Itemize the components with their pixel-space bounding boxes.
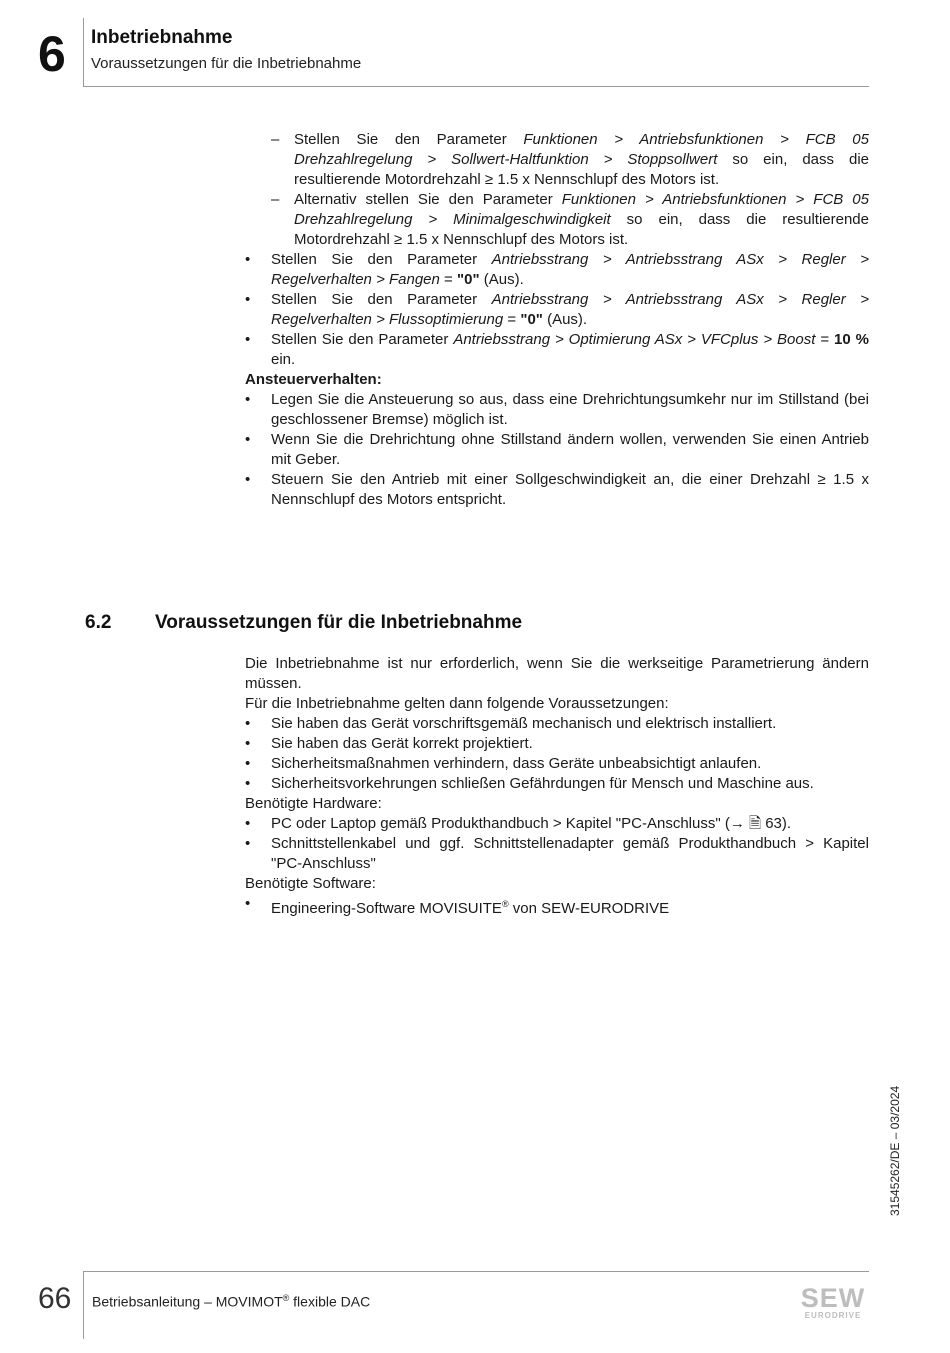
parameter-path: Funktionen > Antriebsfunktionen > FCB 05 Drehzahlregelung > Minimalgeschwindigkeit bbox=[294, 191, 869, 228]
parameter-instructions bbox=[245, 130, 869, 510]
footer-divider-vertical bbox=[83, 1271, 84, 1339]
bullet-marker: • bbox=[245, 735, 251, 752]
list-item: • Wenn Sie die Drehrichtung ohne Stillstand ändern wollen, verwenden Sie einen Antrieb mit Geber. bbox=[245, 431, 869, 468]
section-body bbox=[245, 654, 869, 919]
bullet-marker: • bbox=[245, 431, 251, 448]
bullet-marker: • bbox=[245, 391, 251, 408]
parameter-path: Antriebsstrang > Antriebsstrang ASx > Regler > Regelverhalten > Flussoptimierung bbox=[271, 291, 869, 328]
section-number: 6.2 bbox=[85, 612, 112, 633]
parameter-value: "0" bbox=[520, 311, 543, 328]
chapter-title: Inbetriebnahme bbox=[91, 27, 233, 48]
list-item: • Sie haben das Gerät korrekt projektiert. bbox=[245, 735, 533, 752]
hardware-label: Benötigte Hardware: bbox=[245, 795, 382, 812]
bullet-marker: • bbox=[245, 291, 251, 308]
bullet-marker: • bbox=[245, 835, 251, 852]
registered-mark: ® bbox=[501, 899, 509, 909]
list-item: • Legen Sie die Ansteuerung so aus, dass eine Drehrichtungsumkehr nur im Stillstand (bei geschlossener Bremse) möglich ist. bbox=[245, 391, 869, 428]
page-number: 66 bbox=[38, 1282, 72, 1315]
registered-mark: ® bbox=[282, 1293, 290, 1303]
bullet-marker: • bbox=[245, 755, 251, 772]
header-divider-horizontal bbox=[83, 86, 869, 87]
document-code: 31545262/DE – 03/2024 bbox=[888, 1085, 902, 1216]
intro-paragraph: Die Inbetriebnahme ist nur erforderlich, wenn Sie die werkseitige Parametrierung ändern müssen. bbox=[245, 655, 869, 692]
bullet-marker: • bbox=[245, 471, 251, 488]
footer-document-title: Betriebsanleitung – MOVIMOT® flexible DAC bbox=[92, 1293, 371, 1310]
list-item: • Schnittstellenkabel und ggf. Schnittstellenadapter gemäß Produkthandbuch > Kapitel "PC-Anschluss" bbox=[245, 835, 869, 872]
bullet-marker: • bbox=[245, 895, 251, 912]
list-item: • Steuern Sie den Antrieb mit einer Sollgeschwindigkeit an, die einer Drehzahl ≥ 1.5 x Nennschlupf des Motors entspricht. bbox=[245, 471, 869, 508]
bullet-marker: • bbox=[245, 251, 251, 268]
list-item: • PC oder Laptop gemäß Produkthandbuch > Kapitel "PC-Anschluss" (→ 🗎 63). bbox=[245, 815, 792, 832]
list-item: • Stellen Sie den Parameter Antriebsstrang > Antriebsstrang ASx > Regler > Regelverhalten > Flussoptimierung = "0" (Aus). bbox=[245, 291, 869, 328]
list-item: • Stellen Sie den Parameter Antriebsstrang > Antriebsstrang ASx > Regler > Regelverhalten > Fangen = "0" (Aus). bbox=[245, 251, 869, 288]
parameter-path: Funktionen > Antriebsfunktionen > FCB 05 Drehzahlregelung > Sollwert-Haltfunktion > Stoppsollwert bbox=[294, 131, 869, 168]
list-item: • Sicherheitsmaßnahmen verhindern, dass Geräte unbeabsichtigt anlaufen. bbox=[245, 755, 762, 772]
list-item: – Alternativ stellen Sie den Parameter Funktionen > Antriebsfunktionen > FCB 05 Drehzahlregelung > Minimalgeschwindigkeit so ein, dass die resultierende Motordrehzahl ≥ 1.5 x Nennschlupf des Motors ist. bbox=[271, 191, 869, 248]
footer-divider-horizontal bbox=[83, 1271, 869, 1272]
list-item: – Stellen Sie den Parameter Funktionen > Antriebsfunktionen > FCB 05 Drehzahlregelung > Sollwert-Haltfunktion > Stoppsollwert so ein, dass die resultierende Motordrehzahl ≥ 1.5 x Nennschlupf des Motors ist. bbox=[271, 131, 869, 188]
list-item: • Stellen Sie den Parameter Antriebsstrang > Optimierung ASx > VFCplus > Boost = 10 % ein. bbox=[245, 331, 869, 368]
chapter-subtitle: Voraussetzungen für die Inbetriebnahme bbox=[91, 55, 362, 72]
bullet-marker: • bbox=[245, 815, 251, 832]
requirements-lead: Für die Inbetriebnahme gelten dann folgende Voraussetzungen: bbox=[245, 695, 669, 712]
bullet-marker: • bbox=[245, 331, 251, 348]
software-label: Benötigte Software: bbox=[245, 875, 376, 892]
parameter-path: Antriebsstrang > Antriebsstrang ASx > Regler > Regelverhalten > Fangen bbox=[271, 251, 869, 288]
bullet-marker: • bbox=[245, 775, 251, 792]
section-title: Voraussetzungen für die Inbetriebnahme bbox=[155, 612, 523, 633]
list-item: • Sie haben das Gerät vorschriftsgemäß mechanisch und elektrisch installiert. bbox=[245, 715, 777, 732]
list-item: • Engineering-Software MOVISUITE® von SEW-EURODRIVE bbox=[245, 895, 670, 917]
parameter-value: "0" bbox=[456, 271, 480, 288]
parameter-path: Antriebsstrang > Optimierung ASx > VFCplus > Boost bbox=[453, 331, 816, 348]
list-item: • Sicherheitsvorkehrungen schließen Gefährdungen für Mensch und Maschine aus. bbox=[245, 775, 814, 792]
subheading-control-behavior: Ansteuerverhalten: bbox=[245, 371, 382, 388]
header-divider-vertical bbox=[83, 18, 84, 86]
bullet-marker: • bbox=[245, 715, 251, 732]
dash-marker: – bbox=[271, 131, 280, 148]
sew-eurodrive-logo: SEW EURODRIVE bbox=[800, 1283, 866, 1320]
dash-marker: – bbox=[271, 191, 280, 208]
chapter-number: 6 bbox=[38, 26, 66, 82]
parameter-value: 10 % bbox=[834, 331, 869, 348]
